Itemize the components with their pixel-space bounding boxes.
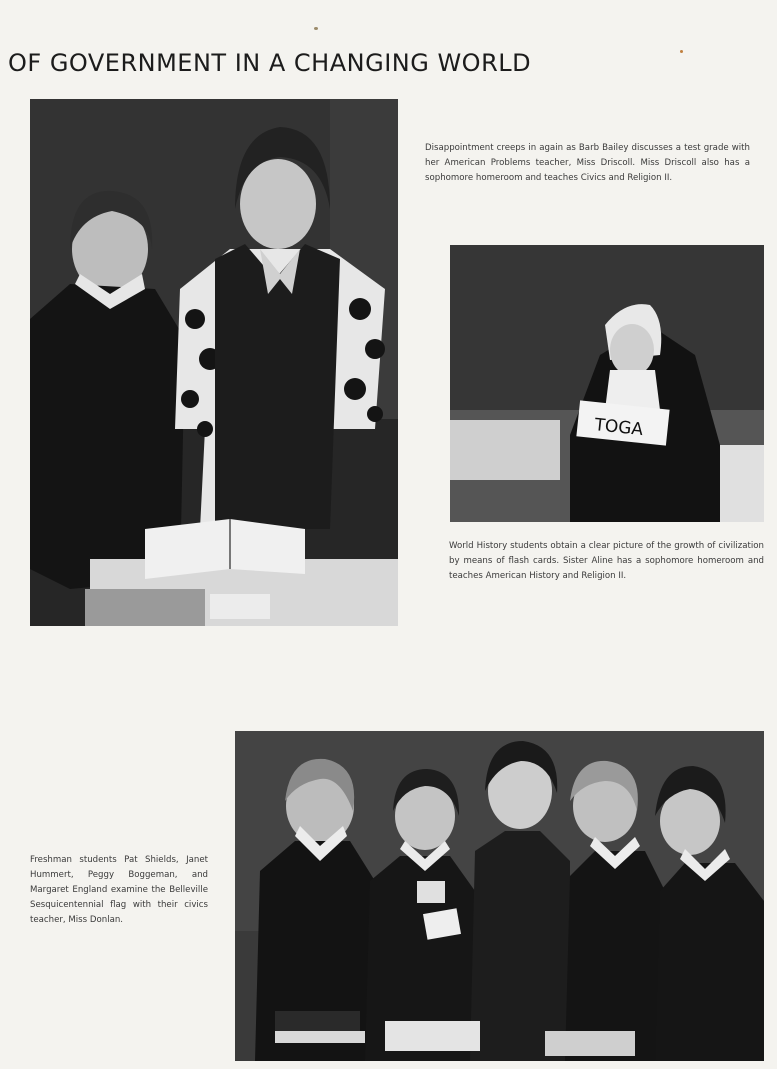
caption-1: Disappointment creeps in again as Barb Bailey discusses a test grade with her American Problems teacher, Miss Driscoll. Miss Driscoll also has a sophomore homeroom and teaches Civics and Religion II. (425, 143, 750, 183)
classroom-photo-2 (450, 245, 764, 522)
paper-speck (680, 50, 683, 53)
paper-speck (314, 27, 318, 30)
classroom-photo-3 (235, 731, 764, 1061)
caption-3: Freshman students Pat Shields, Janet Hummert, Peggy Boggeman, and Margaret England examine the Belleville Sesquicentennial flag with their civics teacher, Miss Donlan. (30, 855, 208, 925)
flash-card-text: TOGA (593, 415, 644, 441)
page-title: OF GOVERNMENT IN A CHANGING WORLD (8, 49, 532, 77)
caption-2: World History students obtain a clear picture of the growth of civilization by means of flash cards. Sister Aline has a sophomore homeroom and teaches American History and Religion II. (449, 541, 764, 581)
classroom-photo-1 (30, 99, 398, 626)
